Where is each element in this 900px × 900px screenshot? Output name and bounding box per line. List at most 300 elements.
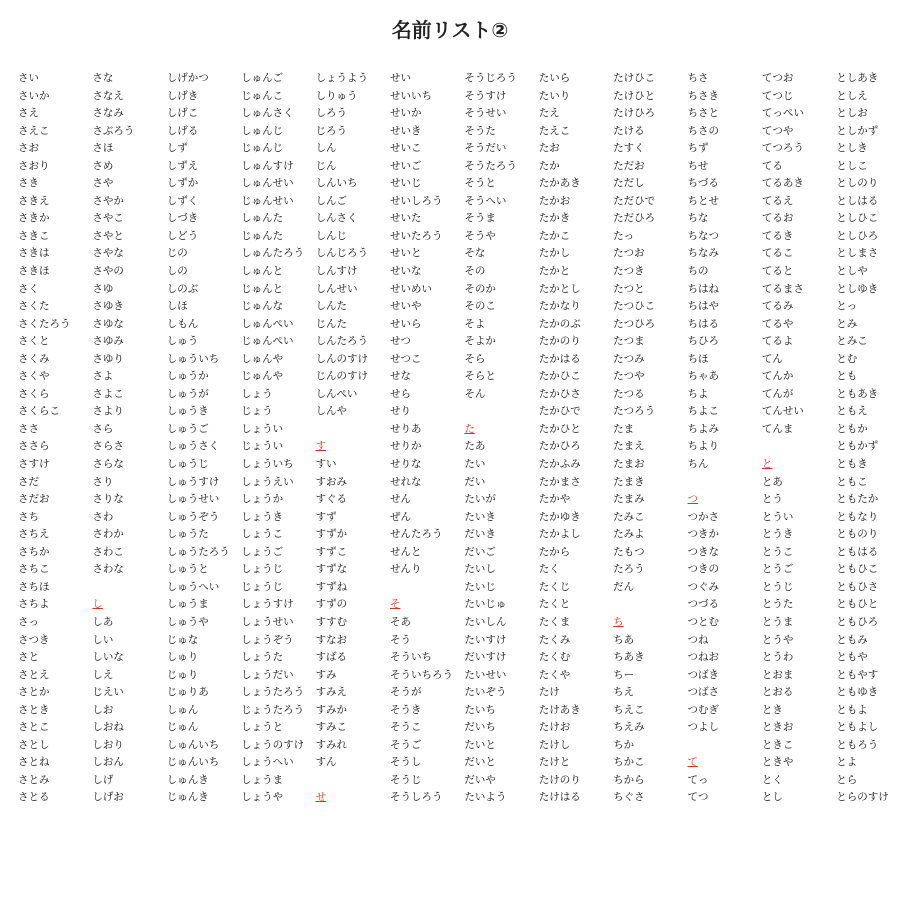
name-item: しんや: [315, 405, 348, 418]
name-item: たいち: [464, 703, 496, 716]
name-item: そうじろう: [464, 72, 517, 84]
name-item: さお: [18, 142, 39, 155]
name-item: てんま: [761, 422, 794, 435]
name-item: しゅんじ: [241, 124, 284, 137]
name-item: しんご: [315, 194, 348, 207]
name-item: てるよ: [761, 335, 794, 348]
name-item: そうたろう: [464, 159, 517, 172]
name-item: しょうへい: [241, 756, 294, 769]
name-item: しゅうが: [166, 387, 209, 400]
name-item: しょうだい: [241, 668, 294, 681]
name-item: つきの: [687, 563, 720, 576]
name-item: ちさと: [687, 107, 720, 120]
name-item: さゆ: [92, 282, 114, 295]
kana-section-heading: て: [687, 756, 699, 769]
name-item: ちか: [613, 738, 635, 751]
name-item: とうき: [761, 528, 794, 541]
name-item: ちゃあ: [687, 370, 720, 383]
name-item: つぐみ: [687, 580, 720, 593]
name-item: じん: [315, 159, 337, 172]
name-item: さやか: [92, 194, 124, 207]
name-item: じろう: [315, 124, 348, 137]
name-item: たまお: [613, 458, 645, 471]
name-item: しろう: [315, 107, 348, 120]
name-item: しょうか: [241, 493, 284, 506]
empty-cell: [464, 403, 538, 421]
name-item: せり: [389, 405, 411, 418]
kana-section-heading: と: [761, 458, 773, 471]
name-item: さら: [92, 422, 114, 435]
name-item: ともみ: [836, 633, 868, 646]
name-item: とものり: [836, 528, 879, 541]
name-item: せんたろう: [389, 528, 443, 541]
name-item: せいしろう: [389, 194, 443, 207]
name-item: さっ: [18, 615, 39, 628]
name-item: さよ: [92, 370, 114, 383]
name-item: すぐる: [315, 493, 348, 506]
name-item: たけひろ: [613, 107, 656, 120]
name-item: たけと: [538, 756, 571, 769]
name-item: そよか: [464, 335, 496, 348]
name-column: [92, 70, 166, 807]
name-item: たかのり: [538, 335, 581, 348]
name-item: だいち: [464, 721, 496, 734]
name-item: たいき: [464, 510, 496, 523]
name-item: そうや: [464, 229, 496, 242]
name-item: じょうい: [241, 440, 284, 453]
name-item: ともき: [836, 458, 868, 471]
name-item: さとこ: [18, 721, 50, 734]
name-item: せつこ: [389, 352, 422, 365]
name-item: たかのぶ: [538, 317, 581, 330]
name-item: たいすけ: [464, 633, 507, 646]
name-item: しょうま: [241, 773, 284, 786]
name-item: ちさき: [687, 89, 720, 102]
page-title: 名前リスト②: [391, 18, 509, 42]
name-item: さく: [18, 282, 39, 295]
name-item: じゅん: [166, 721, 199, 734]
name-list-grid: [18, 70, 900, 807]
name-item: としひろ: [836, 229, 879, 242]
name-item: としのり: [836, 177, 879, 190]
name-item: さやこ: [92, 212, 124, 225]
name-item: さとか: [18, 686, 50, 699]
name-item: そうせい: [464, 107, 507, 120]
name-item: しおね: [92, 721, 124, 734]
name-item: そうが: [389, 686, 422, 699]
name-item: とおま: [761, 668, 794, 681]
name-item: つむぎ: [687, 703, 720, 716]
name-item: しの: [166, 265, 188, 278]
name-item: ちとせ: [687, 194, 720, 207]
name-item: じえい: [92, 686, 124, 699]
name-item: たくみ: [538, 633, 571, 646]
name-item: しあ: [92, 615, 114, 628]
name-item: せいと: [389, 247, 422, 260]
name-item: ただお: [613, 159, 645, 172]
name-item: しゅんさく: [241, 107, 294, 120]
name-item: たいし: [464, 563, 496, 576]
name-item: つねお: [687, 651, 720, 664]
name-item: たいら: [538, 72, 571, 84]
name-item: じゅり: [166, 668, 199, 681]
name-item: とよ: [836, 756, 858, 769]
name-item: すばる: [315, 651, 348, 664]
name-item: たくや: [538, 668, 571, 681]
name-item: ときお: [761, 721, 794, 734]
name-item: たける: [613, 124, 645, 137]
name-item: そういちろう: [389, 668, 453, 681]
name-item: さゆな: [92, 317, 124, 330]
name-item: しげき: [166, 89, 199, 102]
name-item: しょうのすけ: [241, 738, 305, 751]
name-column: [390, 70, 464, 807]
name-item: ともあき: [836, 387, 879, 400]
name-item: ともよ: [836, 703, 868, 716]
name-item: たつと: [613, 282, 645, 295]
empty-cell: [316, 421, 390, 439]
name-item: せつ: [389, 335, 411, 348]
name-item: せいら: [389, 317, 422, 330]
name-item: さい: [18, 72, 39, 84]
name-item: しゅんせい: [241, 177, 294, 190]
name-item: たく: [538, 563, 560, 576]
name-item: しんた: [315, 300, 348, 313]
empty-cell: [613, 596, 687, 614]
name-item: すい: [315, 458, 337, 471]
name-item: ともよし: [836, 721, 879, 734]
name-item: てつろう: [761, 142, 804, 155]
name-item: せりな: [389, 458, 422, 471]
name-item: しょうぞう: [241, 633, 294, 646]
name-item: とく: [761, 773, 783, 786]
name-item: さより: [92, 405, 124, 418]
name-item: すずこ: [315, 545, 348, 558]
name-item: たつま: [613, 335, 645, 348]
name-item: てるえ: [761, 194, 794, 207]
name-item: しゅうき: [166, 405, 209, 418]
name-item: しゅうま: [166, 598, 209, 611]
name-item: そうだい: [464, 142, 507, 155]
name-item: じょうじ: [241, 580, 284, 593]
name-item: ともなり: [836, 510, 879, 523]
name-item: ともや: [836, 651, 868, 664]
name-item: としや: [836, 265, 868, 278]
name-item: としあき: [836, 72, 879, 84]
name-item: たかお: [538, 194, 571, 207]
name-item: しんさく: [315, 212, 358, 225]
name-item: さえ: [18, 107, 39, 120]
name-item: しいな: [92, 651, 124, 664]
name-item: しげる: [166, 124, 199, 137]
name-item: ちなみ: [687, 247, 720, 260]
name-item: さりな: [92, 493, 124, 506]
name-item: しゅんや: [241, 352, 284, 365]
name-item: さゆき: [92, 300, 124, 313]
name-item: じゅりあ: [166, 686, 209, 699]
name-item: たくむ: [538, 651, 571, 664]
name-item: ともたか: [836, 493, 879, 506]
name-item: さわこ: [92, 545, 124, 558]
name-item: ちー: [613, 668, 635, 681]
name-item: じゅんじ: [241, 142, 284, 155]
name-item: つづる: [687, 598, 720, 611]
kana-section-heading: せ: [315, 791, 327, 804]
kana-section-heading: す: [315, 440, 327, 453]
name-item: さくみ: [18, 352, 50, 365]
name-item: しづき: [166, 212, 199, 225]
name-item: たみこ: [613, 510, 645, 523]
name-item: さくたろう: [18, 317, 71, 330]
name-item: しずえ: [166, 159, 199, 172]
name-item: せいた: [389, 212, 422, 225]
name-item: ともひと: [836, 598, 879, 611]
name-item: たあ: [464, 440, 486, 453]
name-item: さくや: [18, 370, 50, 383]
name-item: てるお: [761, 212, 794, 225]
name-item: たいが: [464, 493, 496, 506]
name-item: たから: [538, 545, 571, 558]
name-item: てっ: [687, 773, 709, 786]
name-item: じゅんや: [241, 370, 284, 383]
kana-section-heading: つ: [687, 493, 699, 506]
name-item: ちほ: [687, 352, 709, 365]
kana-section-heading: た: [464, 422, 475, 435]
name-item: てる: [761, 159, 783, 172]
name-item: ともひこ: [836, 563, 879, 576]
name-item: てると: [761, 265, 794, 278]
name-item: しゅうぞう: [166, 510, 220, 523]
name-item: すみ: [315, 668, 337, 681]
name-item: たすく: [613, 142, 645, 155]
name-item: さゆり: [92, 352, 124, 365]
name-item: ともゆき: [836, 686, 879, 699]
name-item: じゅんぺい: [241, 335, 294, 348]
name-item: そうし: [389, 756, 422, 769]
name-item: つばき: [687, 668, 720, 681]
name-item: さちほ: [18, 580, 50, 593]
name-item: さきは: [18, 247, 50, 260]
name-item: さとみ: [18, 773, 50, 786]
name-item: さほ: [92, 142, 114, 155]
name-item: さくら: [18, 387, 50, 400]
name-item: たかはる: [538, 352, 581, 365]
name-item: じょう: [241, 405, 273, 418]
name-item: しょういち: [241, 458, 294, 471]
name-item: ちせ: [687, 159, 709, 172]
name-item: とら: [836, 773, 858, 786]
name-item: としえ: [836, 89, 868, 102]
name-item: ちぐさ: [613, 791, 645, 804]
name-item: だいご: [464, 545, 496, 558]
name-item: しゅうさく: [166, 440, 220, 453]
name-item: そうこ: [389, 721, 422, 734]
name-item: じんた: [315, 317, 348, 330]
name-item: しょうすけ: [241, 598, 294, 611]
name-item: しげこ: [166, 107, 199, 120]
name-item: すなお: [315, 633, 348, 646]
name-column: [836, 70, 900, 807]
name-item: たかとし: [538, 282, 581, 295]
name-item: しんじろう: [315, 247, 369, 260]
name-item: そな: [464, 247, 486, 260]
name-item: じゅんき: [166, 791, 209, 804]
name-item: としゆき: [836, 282, 879, 295]
name-item: しのぶ: [166, 282, 199, 295]
name-item: てんせい: [761, 405, 804, 418]
name-item: たまえ: [613, 440, 645, 453]
name-item: だん: [613, 580, 635, 593]
name-item: しょうよう: [315, 72, 369, 84]
name-item: しゅうへい: [166, 580, 220, 593]
name-item: しょうご: [241, 545, 284, 558]
name-item: さわか: [92, 528, 124, 541]
name-item: さなみ: [92, 107, 124, 120]
name-item: たみよ: [613, 528, 645, 541]
name-item: ちえ: [613, 686, 635, 699]
name-item: ちさの: [687, 124, 720, 137]
name-item: ともか: [836, 422, 868, 435]
name-item: ちよみ: [687, 422, 720, 435]
name-item: そう: [389, 633, 411, 646]
name-item: しゅんた: [241, 212, 284, 225]
name-item: さらさ: [92, 440, 124, 453]
name-item: ちの: [687, 265, 709, 278]
name-item: つよし: [687, 721, 720, 734]
name-item: さやと: [92, 229, 124, 242]
name-column: [316, 70, 390, 807]
name-item: しゅうご: [166, 422, 209, 435]
name-item: とらのすけ: [836, 791, 889, 804]
name-item: さや: [92, 177, 114, 190]
name-item: たかよし: [538, 528, 581, 541]
name-item: しゅん: [166, 703, 199, 716]
name-item: さちよ: [18, 598, 50, 611]
name-item: たくじ: [538, 580, 571, 593]
name-item: ともひさ: [836, 580, 879, 593]
name-item: たつお: [613, 247, 645, 260]
name-item: たいぞう: [464, 686, 507, 699]
name-item: すずな: [315, 563, 348, 576]
name-column: [18, 70, 92, 807]
name-item: とし: [761, 791, 783, 804]
name-item: そうと: [464, 177, 496, 190]
name-item: ちから: [613, 773, 645, 786]
name-item: すずか: [315, 528, 348, 541]
name-item: じゅんた: [241, 229, 284, 242]
name-item: しず: [166, 142, 188, 155]
name-item: ともかず: [836, 440, 879, 453]
name-item: てるまさ: [761, 282, 804, 295]
name-item: たくと: [538, 598, 571, 611]
name-column: [167, 70, 241, 807]
name-item: たかひこ: [538, 370, 581, 383]
name-item: たいじ: [464, 580, 496, 593]
name-item: すず: [315, 510, 337, 523]
name-item: たかゆき: [538, 510, 581, 523]
name-item: つとむ: [687, 615, 720, 628]
name-item: ともろう: [836, 738, 879, 751]
name-item: たかひと: [538, 422, 581, 435]
name-item: とみ: [836, 317, 858, 330]
name-item: ともはる: [836, 545, 879, 558]
name-item: ちかこ: [613, 756, 645, 769]
name-item: しゅういち: [166, 352, 220, 365]
name-item: とうじ: [761, 580, 794, 593]
name-item: じんのすけ: [315, 370, 369, 383]
name-item: しどう: [166, 229, 199, 242]
name-item: せい: [389, 72, 411, 84]
name-item: せいじ: [389, 177, 422, 190]
name-item: そうへい: [464, 194, 507, 207]
name-item: すすむ: [315, 615, 348, 628]
name-item: たまき: [613, 475, 645, 488]
name-item: しもん: [166, 317, 199, 330]
name-item: そのか: [464, 282, 496, 295]
name-item: たか: [538, 159, 560, 172]
name-item: たかし: [538, 247, 571, 260]
empty-cell: [316, 772, 390, 790]
name-item: つね: [687, 633, 709, 646]
name-item: てつや: [761, 124, 794, 137]
name-item: さきか: [18, 212, 50, 225]
name-item: すずの: [315, 598, 348, 611]
name-item: たかこ: [538, 229, 571, 242]
name-item: そらと: [464, 370, 496, 383]
name-item: じゅんせい: [241, 194, 294, 207]
name-item: たかひで: [538, 405, 581, 418]
name-item: つかさ: [687, 510, 720, 523]
name-item: ささら: [18, 440, 50, 453]
name-item: てるや: [761, 317, 794, 330]
name-item: たかまさ: [538, 475, 581, 488]
name-item: しんたろう: [315, 335, 369, 348]
name-item: そうた: [464, 124, 496, 137]
name-item: しんいち: [315, 177, 358, 190]
name-item: としはる: [836, 194, 879, 207]
name-item: てつお: [761, 72, 794, 84]
name-item: そのこ: [464, 300, 496, 313]
name-item: としかず: [836, 124, 879, 137]
name-item: たいり: [538, 89, 571, 102]
name-item: たかひさ: [538, 387, 581, 400]
name-item: とみこ: [836, 335, 868, 348]
name-item: しんのすけ: [315, 352, 369, 365]
name-item: とおる: [761, 686, 794, 699]
name-item: そういち: [389, 651, 432, 664]
name-item: ただし: [613, 177, 645, 190]
name-item: しょうと: [241, 721, 284, 734]
name-item: たいよう: [464, 791, 507, 804]
name-item: ちづる: [687, 177, 719, 190]
name-item: だいすけ: [464, 651, 507, 664]
name-item: じの: [166, 247, 188, 260]
name-item: とうや: [761, 633, 794, 646]
name-item: さちえ: [18, 528, 50, 541]
name-item: とう: [761, 493, 783, 506]
name-item: しゅんぺい: [241, 317, 294, 330]
name-item: だいや: [464, 773, 496, 786]
name-item: すみえ: [315, 686, 348, 699]
name-item: さり: [92, 475, 114, 488]
name-item: ちず: [687, 142, 709, 155]
name-item: たい: [464, 458, 486, 471]
name-item: たいと: [464, 738, 496, 751]
name-item: ちん: [687, 458, 709, 471]
name-item: さすけ: [18, 458, 50, 471]
name-item: たかなり: [538, 300, 581, 313]
name-item: たけし: [538, 738, 571, 751]
